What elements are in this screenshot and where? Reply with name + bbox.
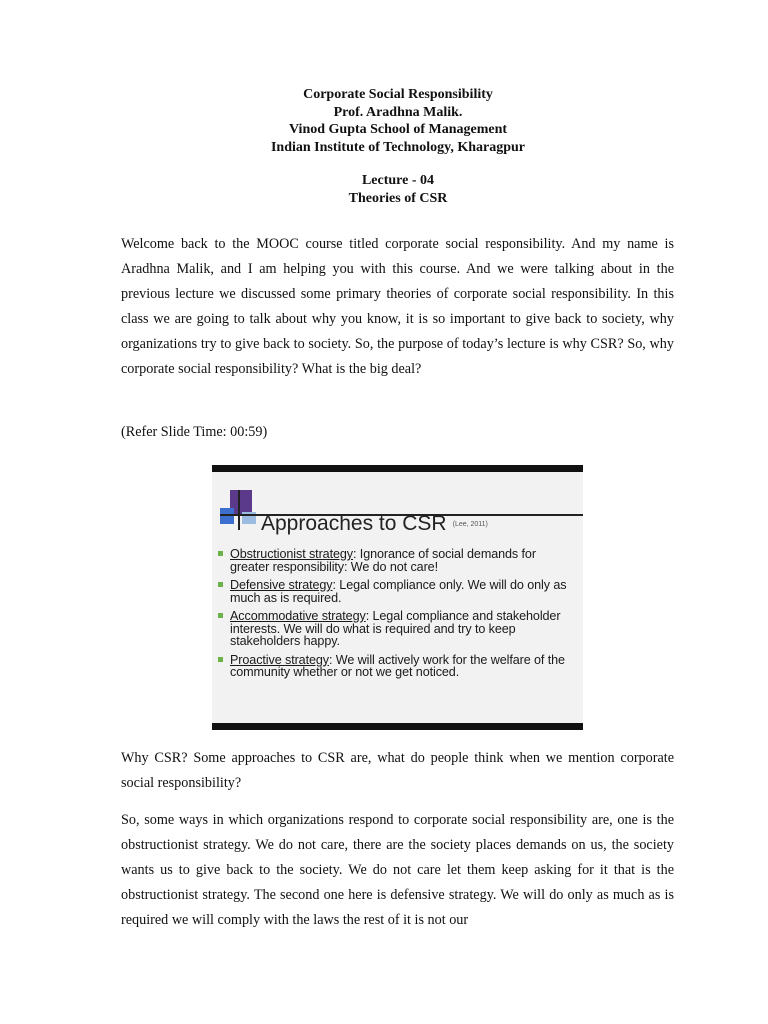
strategy-description: : Legal compliance and stakeholder interests. We will do what is required and try to keep stakeholders happy. — [230, 609, 561, 648]
strategy-description: : Ignorance of social demands for greater responsibility: We do not care! — [230, 547, 536, 574]
slide-bullet-list — [216, 548, 574, 685]
professor-name: Prof. Aradhna Malik. — [333, 104, 463, 120]
strategies-paragraph: So, some ways in which organizations respond to corporate social responsibility are, one is the obstructionist strategy. We do not care, there are the society places demands on us, the society wants us to give back to the society. We do not care let them keep asking for it that is the obstructionist strategy. The second one here is defensive strategy. We will do only as much as is required we will comply with the laws the rest of it is not our — [121, 812, 674, 928]
strategy-term: Proactive strategy — [230, 652, 329, 667]
strategy-term: Accommodative strategy — [230, 609, 366, 623]
list-item — [216, 610, 574, 648]
bullet-icon — [218, 657, 223, 662]
lecture-number: Lecture - 04 — [361, 173, 435, 188]
institute-name: Indian Institute of Technology, Kharagpur — [270, 139, 525, 155]
strategy-description: : Legal compliance only. We will do only as much as is required. — [230, 578, 567, 605]
lecture-topic: Theories of CSR — [348, 190, 448, 206]
strategy-description: : We will actively work for the welfare of the community whether or not we get noticed. — [230, 652, 565, 679]
list-item — [216, 579, 574, 604]
slide-citation: (Lee, 2011) — [452, 520, 488, 528]
slide-image — [212, 465, 583, 730]
school-name: Vinod Gupta School of Management — [288, 122, 508, 137]
bullet-icon — [218, 613, 223, 618]
slide-logo-icon — [220, 490, 260, 530]
bullet-icon — [218, 551, 223, 556]
list-item — [216, 654, 574, 679]
document-header — [0, 86, 768, 207]
why-csr-paragraph: Why CSR? Some approaches to CSR are, what do people think when we mention corporate social responsibility? — [121, 750, 674, 791]
list-item — [216, 548, 574, 573]
strategy-term: Defensive strategy — [230, 578, 333, 592]
strategy-term: Obstructionist strategy — [230, 547, 353, 561]
intro-paragraph: Welcome back to the MOOC course titled corporate social responsibility. And my name is Aradhna Malik, and I am helping you with this course. And we were talking about in the previous lecture we discussed some primary theories of corporate social responsibility. In this class we are going to talk about why you know, it is so important to give back to society, why organizations try to give back to society. So, the purpose of today’s lecture is why CSR? So, why corporate social responsibility? What is the big deal? — [121, 236, 674, 377]
slide-title: Approaches to CSR (Lee, 2011) — [261, 512, 488, 535]
bullet-icon — [218, 582, 223, 587]
refer-slide-time: (Refer Slide Time: 00:59) — [121, 424, 268, 440]
course-title: Corporate Social Responsibility — [303, 87, 493, 102]
